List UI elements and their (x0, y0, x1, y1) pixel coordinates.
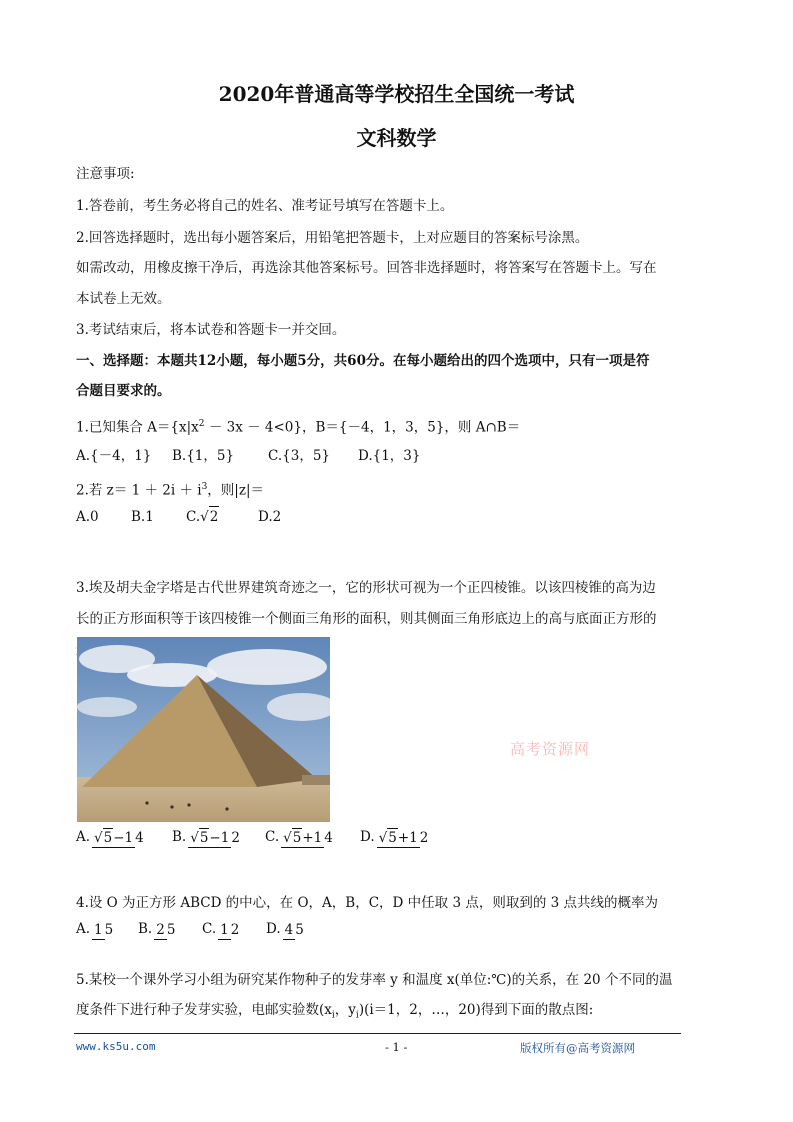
q3-options (76, 827, 428, 848)
q5-text-post: )(i＝1，2，…，20)得到下面的散点图: (358, 1002, 594, 1018)
q1-option-d: D.{1，3} (358, 448, 421, 464)
q3-option-d-label: D. (360, 829, 375, 845)
q3-option-d-radicand: 5 (388, 829, 397, 846)
q5-text-pre: 度条件下进行种子发芽实验，电邮实验数(x (76, 1002, 332, 1018)
q5-subscript-1: i (331, 1010, 335, 1021)
question-2 (76, 477, 264, 501)
q3-option-b (172, 827, 265, 848)
notice-item-2-cont: 如需改动，用橡皮擦干净后，再选涂其他答案标号。回答非选择题时，将答案写在答题卡上。写在 (76, 260, 657, 276)
q4-option-a-label: A. (76, 921, 91, 937)
watermark-text: 高考资源网 (510, 740, 591, 758)
q4-option-a (76, 919, 138, 940)
q1-text-post: － 3x － 4<0}，B＝{－4，1，3，5}，则 A∩B＝ (204, 419, 521, 436)
q2-option-c-label: C. (186, 509, 201, 525)
q1-options (76, 446, 421, 466)
q3-option-b-radicand: 5 (199, 829, 209, 846)
q2-exponent: 3 (201, 482, 208, 492)
fraction (92, 920, 113, 940)
q3-option-b-den: 2 (231, 829, 240, 846)
q3-option-c-label: C. (265, 829, 280, 845)
q5-line-1: 5.某校一个课外学习小组为研究某作物种子的发芽率 y 和温度 x(单位:℃)的关系，在 20 个不同的温 (76, 972, 673, 988)
q2-option-d: D.2 (258, 509, 282, 525)
fraction: √5−1 2 (190, 829, 240, 846)
q4-option-d-den: 5 (295, 921, 304, 938)
q2-option-b: B.1 (131, 509, 154, 525)
q5-text-mid: ，y (334, 1002, 356, 1018)
footer-website-link[interactable]: www.ks5u.com (76, 1040, 156, 1053)
q4-options (76, 919, 304, 940)
q5-line-2 (76, 1000, 593, 1026)
q3-option-a-radicand: 5 (103, 829, 113, 846)
exam-subtitle: 文科数学 (356, 126, 437, 150)
q1-option-a: A.{－4，1} (76, 448, 152, 464)
footer-copyright: 版权所有@高考资源网 (520, 1041, 635, 1055)
fraction (283, 920, 304, 940)
fraction (218, 920, 239, 940)
q2-option-c (186, 506, 258, 527)
q3-option-d-rest: +1 (397, 829, 418, 846)
q3-option-a (76, 827, 172, 848)
fraction (154, 920, 175, 940)
q4-option-d-num: 4 (284, 921, 294, 938)
q4-option-c-den: 2 (230, 921, 240, 938)
question-4: 4.设 O 为正方形 ABCD 的中心，在 O，A，B，C，D 中任取 3 点，则取到的 3 点共线的概率为 (76, 895, 659, 911)
pyramid-photo (77, 637, 330, 822)
notice-item-2: 2.回答选择题时，选出每小题答案后，用铅笔把答题卡，上对应题目的答案标号涂黑。 (76, 230, 589, 246)
q4-option-d-label: D. (266, 921, 281, 937)
q4-option-c-label: C. (202, 921, 217, 937)
q3-option-c-den: 4 (324, 829, 333, 846)
q3-option-a-label: A. (76, 829, 91, 845)
sqrt-symbol: √2 (200, 506, 219, 527)
q4-option-a-den: 5 (104, 921, 114, 938)
fraction: √5−1 4 (94, 829, 144, 846)
q3-option-a-den: 4 (135, 829, 144, 846)
q4-option-c (202, 919, 266, 940)
exam-title: 2020年普通高等学校招生全国统一考试 (218, 82, 575, 106)
q4-option-b-den: 5 (166, 921, 176, 938)
section-heading: 一、选择题：本题共12小题，每小题5分，共60分。在每小题给出的四个选项中，只有一项是符 (76, 353, 650, 369)
q2-text-post: ，则|z|＝ (207, 482, 265, 499)
notice-heading: 注意事项: (76, 166, 135, 182)
q3-option-d (360, 827, 428, 848)
notice-item-3: 3.考试结束后，将本试卷和答题卡一并交回。 (76, 322, 346, 338)
q4-option-c-num: 1 (220, 921, 229, 938)
q5-subscript-2: i (355, 1010, 359, 1021)
q3-option-b-rest: −1 (209, 829, 230, 846)
fraction: √5+1 4 (283, 829, 333, 846)
q4-option-d (266, 919, 304, 940)
q3-option-c-radicand: 5 (292, 829, 302, 846)
q1-option-b: B.{1，5} (172, 448, 235, 464)
q4-option-a-num: 1 (94, 921, 103, 938)
q3-option-c (265, 827, 360, 848)
q1-exponent: 2 (198, 419, 205, 429)
notice-item-1: 1.答卷前，考生务必将自己的姓名、准考证号填写在答题卡上。 (76, 198, 454, 214)
section-heading-cont: 合题目要求的。 (76, 383, 171, 399)
q2-option-c-radicand: 2 (209, 506, 220, 527)
q4-option-b-label: B. (138, 921, 153, 937)
q4-option-b-num: 2 (156, 921, 165, 938)
q3-option-d-den: 2 (419, 829, 429, 846)
q2-text-pre: 2.若 z＝ 1 ＋ 2i ＋ i (76, 482, 202, 499)
q2-options (76, 506, 281, 527)
q2-option-a: A.0 (76, 509, 99, 525)
q1-text-pre: 1.已知集合 A＝{x|x (76, 419, 199, 436)
question-1 (76, 414, 520, 438)
q3-option-c-rest: +1 (302, 829, 323, 846)
q3-option-a-rest: −1 (113, 829, 134, 846)
q3-option-b-label: B. (172, 829, 187, 845)
q3-line-1: 3.埃及胡夫金字塔是古代世界建筑奇迹之一，它的形状可视为一个正四棱锥。以该四棱锥的高为边 (76, 580, 656, 596)
footer-divider (74, 1033, 681, 1034)
page-number: - 1 - (385, 1040, 408, 1054)
q1-option-c: C.{3，5} (268, 448, 330, 464)
notice-item-2-end: 本试卷上无效。 (76, 291, 171, 307)
q3-line-2: 长的正方形面积等于该四棱锥一个侧面三角形的面积，则其侧面三角形底边上的高与底面正方形的 (76, 611, 657, 627)
fraction: √5+1 2 (378, 829, 429, 846)
q4-option-b (138, 919, 202, 940)
